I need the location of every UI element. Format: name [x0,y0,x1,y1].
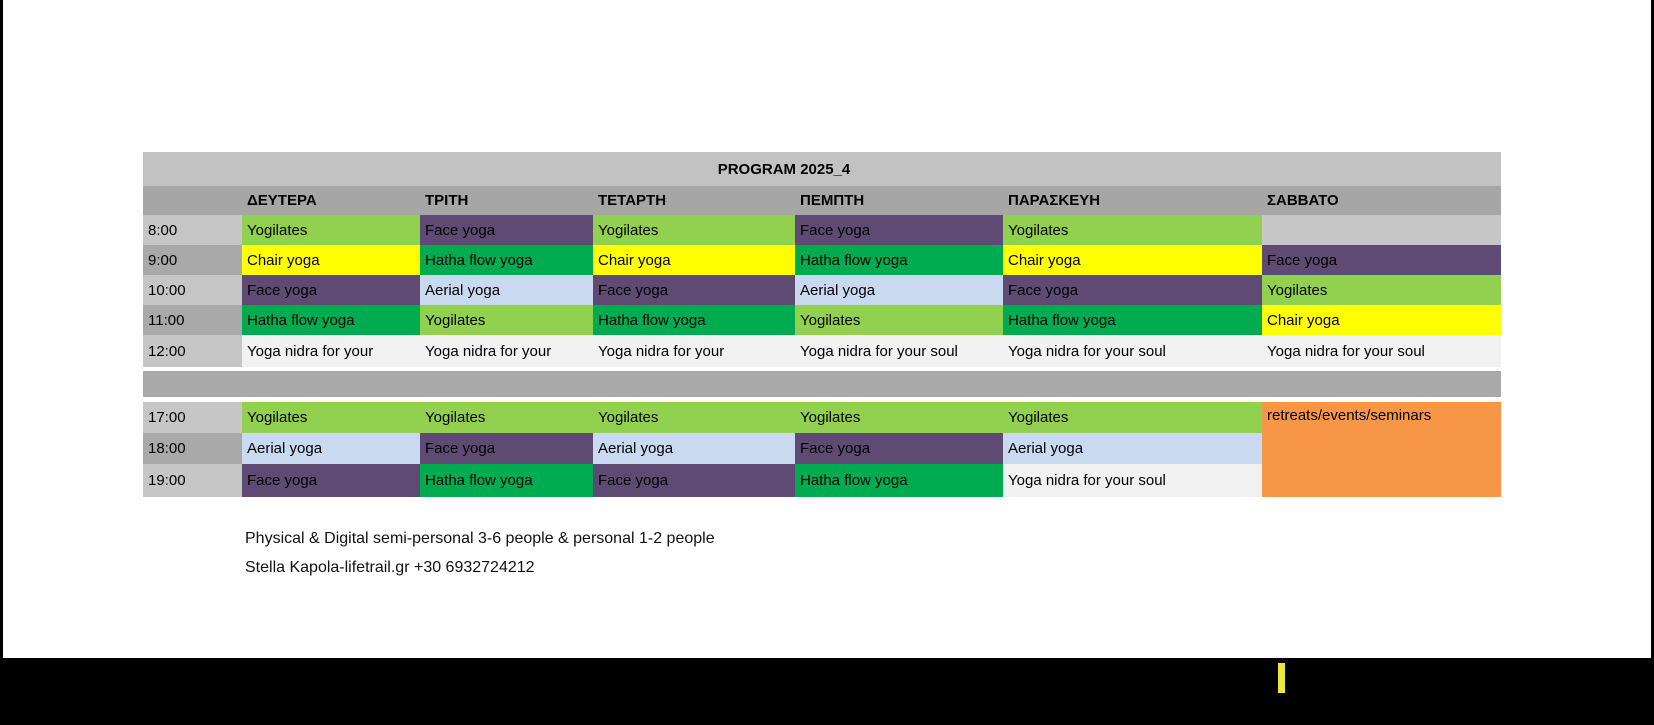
footer-line-people: Physical & Digital semi-personal 3-6 people & personal 1-2 people [245,530,715,547]
table-title: PROGRAM 2025_4 [143,152,1501,186]
day-header-3: ΤΕΤΑΡΤΗ [593,186,795,215]
schedule-cell-12:00-col5: Yoga nidra for your soul [1003,335,1262,367]
schedule-cell-18:00-col1: Aerial yoga [242,433,420,464]
day-header-4: ΠΕΜΠΤΗ [795,186,1003,215]
schedule-cell-19:00-col1: Face yoga [242,464,420,497]
header-time-cell [143,186,242,215]
schedule-cell-8:00-col1: Yogilates [242,215,420,245]
schedule-cell-19:00-col5: Yoga nidra for your soul [1003,464,1262,497]
time-label-9:00: 9:00 [143,245,242,275]
schedule-cell-10:00-col4: Aerial yoga [795,275,1003,305]
schedule-cell-9:00-col3: Chair yoga [593,245,795,275]
screen-edge-left [0,0,3,725]
schedule-cell-12:00-col4: Yoga nidra for your soul [795,335,1003,367]
schedule-cell-8:00-col3: Yogilates [593,215,795,245]
schedule-cell-10:00-col6: Yogilates [1262,275,1501,305]
schedule-cell-17:00-col3: Yogilates [593,402,795,433]
day-header-5: ΠΑΡΑΣΚΕΥΗ [1003,186,1262,215]
schedule-cell-19:00-col3: Face yoga [593,464,795,497]
day-header-6: ΣΑΒΒΑΤΟ [1262,186,1501,215]
schedule-cell-9:00-col4: Hatha flow yoga [795,245,1003,275]
schedule-cell-11:00-col5: Hatha flow yoga [1003,305,1262,335]
schedule-cell-9:00-col2: Hatha flow yoga [420,245,593,275]
schedule-cell-18:00-col5: Aerial yoga [1003,433,1262,464]
schedule-cell-9:00-col1: Chair yoga [242,245,420,275]
time-label-18:00: 18:00 [143,433,242,464]
schedule-cell-12:00-col6: Yoga nidra for your soul [1262,335,1501,367]
schedule-cell-11:00-col1: Hatha flow yoga [242,305,420,335]
bottom-black-bar [0,658,1654,725]
schedule-cell-10:00-col2: Aerial yoga [420,275,593,305]
schedule-cell-17:00-col2: Yogilates [420,402,593,433]
schedule-cell-11:00-col6: Chair yoga [1262,305,1501,335]
schedule-cell-9:00-col5: Chair yoga [1003,245,1262,275]
time-label-11:00: 11:00 [143,305,242,335]
schedule-cell-10:00-col1: Face yoga [242,275,420,305]
schedule-cell-11:00-col4: Yogilates [795,305,1003,335]
schedule-cell-19:00-col4: Hatha flow yoga [795,464,1003,497]
schedule-cell-8:00-col2: Face yoga [420,215,593,245]
time-label-19:00: 19:00 [143,464,242,497]
day-header-2: ΤΡΙΤΗ [420,186,593,215]
schedule-cell-9:00-col6: Face yoga [1262,245,1501,275]
schedule-cell-12:00-col2: Yoga nidra for your [420,335,593,367]
schedule-cell-8:00-col5: Yogilates [1003,215,1262,245]
schedule-cell-17:00-col4: Yogilates [795,402,1003,433]
cursor-caret [1278,663,1285,693]
footer-notes [245,524,715,582]
schedule-cell-18:00-col3: Aerial yoga [593,433,795,464]
time-label-8:00: 8:00 [143,215,242,245]
day-header-1: ΔΕΥΤΕΡΑ [242,186,420,215]
schedule-cell-8:00-col4: Face yoga [795,215,1003,245]
schedule-cell-17:00-col6: retreats/events/seminars [1262,402,1501,497]
time-label-17:00: 17:00 [143,402,242,433]
schedule-cell-12:00-col3: Yoga nidra for your [593,335,795,367]
schedule-cell-17:00-col5: Yogilates [1003,402,1262,433]
footer-line-contact: Stella Kapola-lifetrail.gr +30 6932724212 [245,559,535,576]
schedule-cell-10:00-col3: Face yoga [593,275,795,305]
time-label-10:00: 10:00 [143,275,242,305]
schedule-cell-12:00-col1: Yoga nidra for your [242,335,420,367]
schedule-cell-17:00-col1: Yogilates [242,402,420,433]
time-label-12:00: 12:00 [143,335,242,367]
schedule-cell-18:00-col4: Face yoga [795,433,1003,464]
gap-row [143,371,1501,397]
schedule-cell-18:00-col2: Face yoga [420,433,593,464]
schedule-cell-10:00-col5: Face yoga [1003,275,1262,305]
program-table [143,152,1501,497]
schedule-cell-11:00-col2: Yogilates [420,305,593,335]
schedule-cell-11:00-col3: Hatha flow yoga [593,305,795,335]
schedule-cell-19:00-col2: Hatha flow yoga [420,464,593,497]
schedule-cell-8:00-col6 [1262,215,1501,245]
